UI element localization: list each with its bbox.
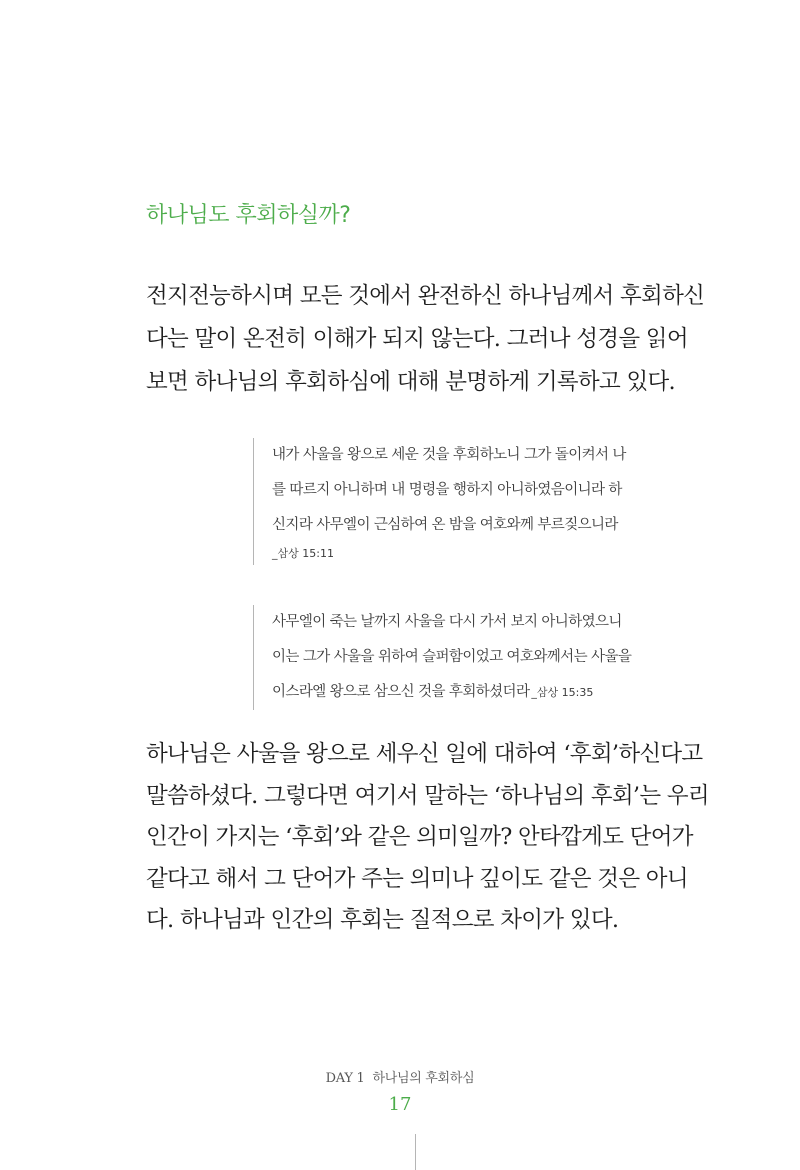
paragraph-line: 다. 하나님과 인간의 후회는 질적으로 차이가 있다. <box>146 907 619 933</box>
paragraph-line: 다는 말이 온전히 이해가 되지 않는다. 그러나 성경을 읽어 <box>146 326 688 352</box>
scripture-quote-2 <box>253 605 722 710</box>
intro-paragraph <box>146 275 706 404</box>
footer-chapter-title: 하나님의 후회하심 <box>372 1071 475 1086</box>
quote-line-last <box>272 675 722 710</box>
section-heading: 하나님도 후회하실까? <box>146 203 351 228</box>
quote-line: 내가 사울을 왕으로 세운 것을 후회하노니 그가 돌이켜서 나 <box>272 447 626 463</box>
paragraph-line: 보면 하나님의 후회하심에 대해 분명하게 기록하고 있다. <box>146 369 675 395</box>
paragraph-line: 같다고 해서 그 단어가 주는 의미나 깊이도 같은 것은 아니 <box>146 865 688 892</box>
quote-line: 신지라 사무엘이 근심하여 온 밤을 여호와께 부르짖으니라 <box>272 517 618 533</box>
quote-line: 를 따르지 아니하며 내 명령을 행하지 아니하였음이니라 하 <box>272 482 622 498</box>
running-footer <box>0 1067 800 1086</box>
paragraph-line: 하나님은 사울을 왕으로 세우신 일에 대하여 ‘후회’하신다고 <box>146 741 703 767</box>
page-number-rule <box>415 1134 416 1170</box>
body-paragraph <box>146 734 709 942</box>
quote-line: 이는 그가 사울을 위하여 슬퍼함이었고 여호와께서는 사울을 <box>272 649 632 665</box>
paragraph-line: 인간이 가지는 ‘후회’와 같은 의미일까? 안타깝게도 단어가 <box>146 824 693 850</box>
quote-reference: _삼상 15:35 <box>531 686 594 699</box>
paragraph-line: 전지전능하시며 모든 것에서 완전하신 하나님께서 후회하신 <box>146 283 705 309</box>
quote-line-text: 이스라엘 왕으로 삼으신 것을 후회하셨더라 <box>272 684 530 700</box>
footer-day: DAY 1 <box>325 1071 365 1086</box>
quote-reference: _삼상 15:11 <box>272 547 334 560</box>
scripture-quote-1 <box>253 438 722 565</box>
page-number: 17 <box>388 1094 412 1115</box>
paragraph-line: 말씀하셨다. 그렇다면 여기서 말하는 ‘하나님의 후회’는 우리 <box>146 782 709 809</box>
quote-line: 사무엘이 죽는 날까지 사울을 다시 가서 보지 아니하였으니 <box>272 614 622 630</box>
